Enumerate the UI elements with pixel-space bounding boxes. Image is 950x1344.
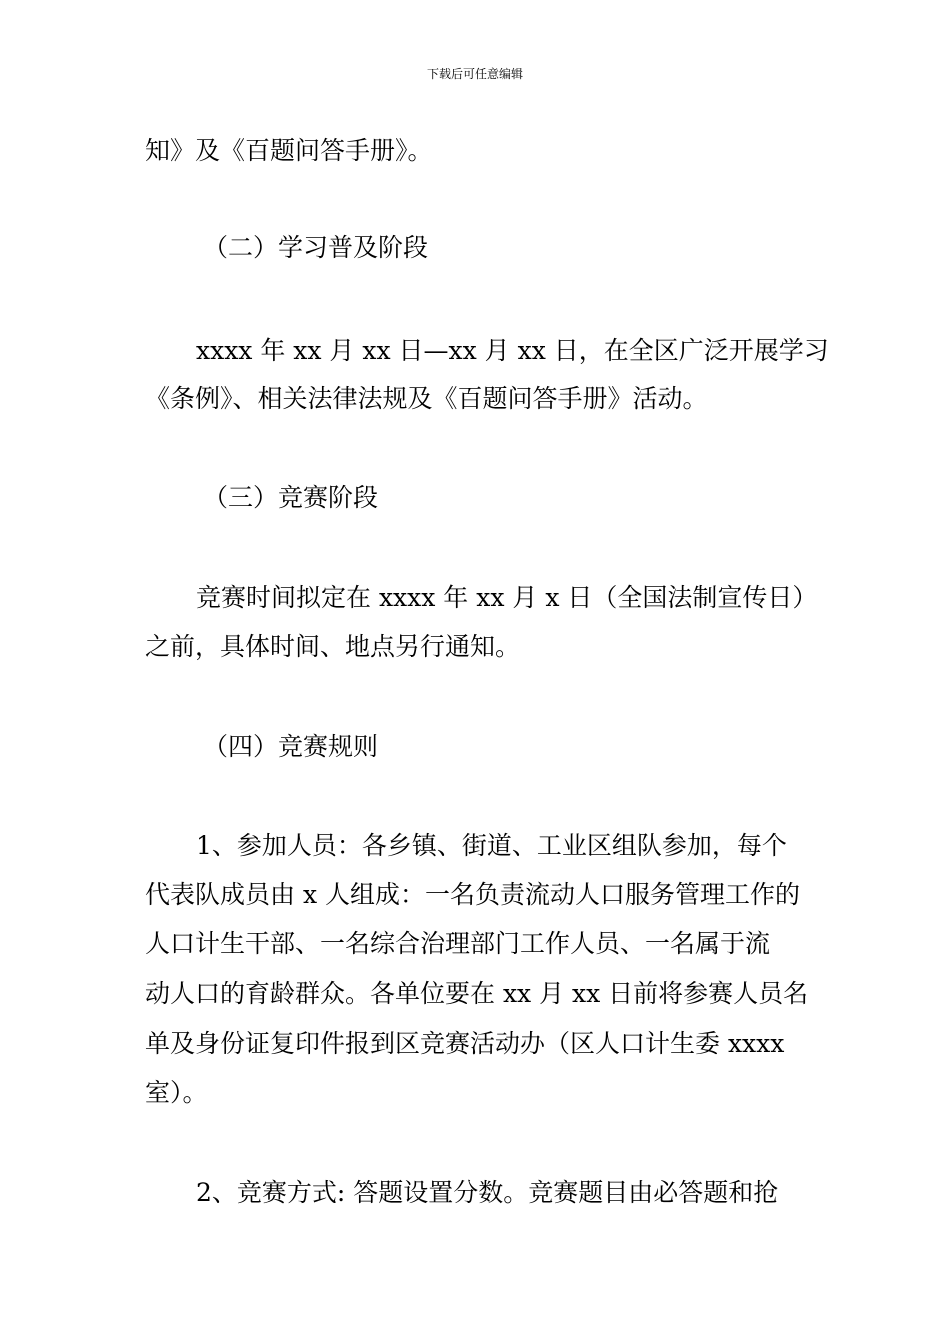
paragraph-line: 竞赛时间拟定在 xxxx 年 xx 月 x 日（全国法制宣传日） xyxy=(196,583,818,612)
paragraph-line: 单及身份证复印件报到区竞赛活动办（区人口计生委 xxxx xyxy=(145,1029,785,1058)
section-heading: （四）竞赛规则 xyxy=(203,732,379,761)
paragraph-line: 1、参加人员：各乡镇、街道、工业区组队参加，每个 xyxy=(196,831,787,860)
section-heading: （三）竞赛阶段 xyxy=(203,483,379,512)
paragraph-line: 动人口的育龄群众。各单位要在 xx 月 xx 日前将参赛人员名 xyxy=(145,979,809,1008)
section-heading: （二）学习普及阶段 xyxy=(203,233,429,262)
paragraph-line: 代表队成员由 x 人组成：一名负责流动人口服务管理工作的 xyxy=(145,880,800,909)
paragraph-line: 之前，具体时间、地点另行通知。 xyxy=(145,632,521,661)
paragraph-line: 室）。 xyxy=(145,1078,208,1107)
paragraph-line: 人口计生干部、一名综合治理部门工作人员、一名属于流 xyxy=(145,929,771,958)
paragraph-line: 2、竞赛方式: 答题设置分数。竞赛题目由必答题和抢 xyxy=(196,1178,779,1207)
paragraph-line: xxxx 年 xx 月 xx 日—xx 月 xx 日，在全区广泛开展学习 xyxy=(196,336,829,365)
paragraph-line: 《条例》、相关法律法规及《百题问答手册》活动。 xyxy=(145,384,708,413)
header-note: 下载后可任意编辑 xyxy=(426,67,523,81)
text-line: 知》及《百题问答手册》。 xyxy=(145,136,433,165)
